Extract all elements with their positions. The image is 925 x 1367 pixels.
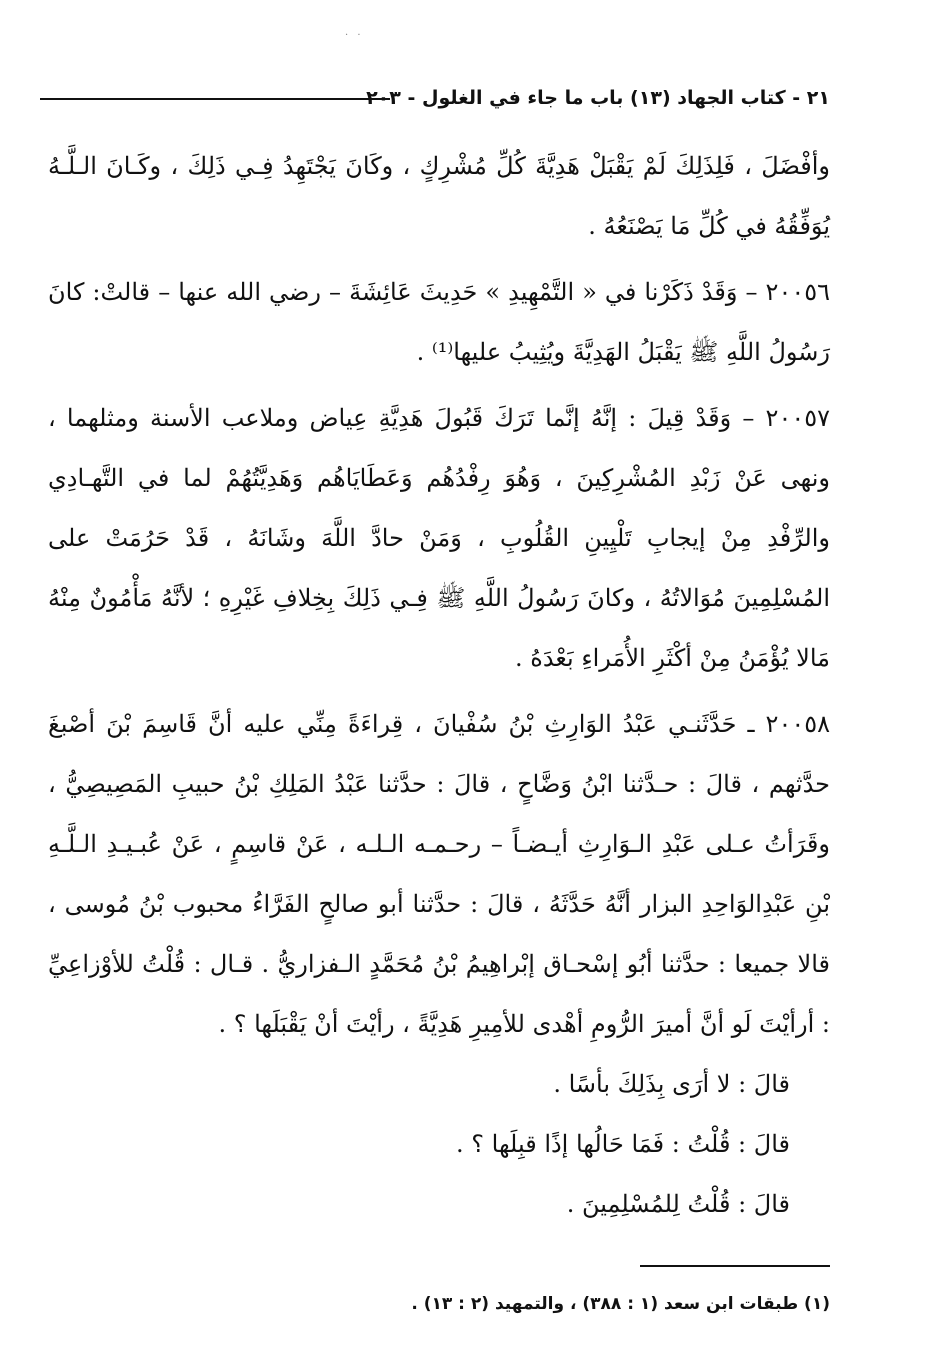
main-text — [48, 136, 830, 1234]
paragraph-20058: ٢٠٠٥٨ ـ حَدَّثَنـي عَبْدُ الوَارِثِ بْنُ سُفْيانَ ، قِراءَةً مِنِّي عليه أنَّ قَاسِمَ بْنَ أصْبغَ حدَّثهم ، قالَ : حـدَّثنا ابْنُ وَضَّاحٍ ، قالَ : حدَّثنا عَبْدُ المَلِكِ بْنُ حبيبِ المَصِيصِيُّ ، وقَرَأتُ عـلى عَبْدِ الـوَارِثِ أيـضـاً – رحـمـه الـلـه ، عَنْ قاسِمٍ ، عَنْ عُبـيـدِ الـلَّـهِ بْنِ عَبْدِالوَاحِدِ البزار أنَّهُ حَدَّثَهُ ، قالَ : حدَّثنا أبو صالحٍ الفَرَّاءُ محبوب بْنُ مُوسى ، قالا جميعا : حدَّثنا أبُو إسْحـاق إبْراهِيمُ بْنُ مُحَمَّدٍ الـفزاريُّ . قـال : قُلْتُ للأوْزاعِيِّ : أرأيْتَ لَو أنَّ أميرَ الرُّومِ أهْدى للأمِيرِ هَدِيَّةً ، رأيْتَ أنْ يَقْبَلَها ؟ . — [48, 710, 830, 1038]
running-header — [40, 80, 830, 116]
dialogue-line: قالَ : قُلْتُ لِلمُسْلِمِينَ . — [566, 1190, 790, 1218]
footnote-rule — [640, 1265, 830, 1267]
paragraph-continuation: وأفْضَلَ ، فَلِذَلِكَ لَمْ يَقْبَلْ هَدِيَّةَ كُلِّ مُشْرِكٍ ، وكَانَ يَجْتَهِدُ فِـي ذَلِكَ ، وكَـانَ الـلَّـهُ يُوَفِّقُهُ في كُلِّ مَا يَصْنَعُهُ . — [48, 152, 830, 240]
header-rule — [40, 98, 390, 100]
scan-speck: · · — [345, 30, 364, 41]
dialogue-line: قالَ : لا أرَى بِذَلِكَ بأسًا . — [553, 1070, 790, 1098]
header-title: ٢١ - كتاب الجهاد (١٣) باب ما جاء في الغلول - ٢٠٣ — [366, 87, 830, 109]
dialogue-line: قالَ : قُلْتُ : فَمَا حَالُها إذًا قبِلَها ؟ . — [456, 1130, 790, 1158]
footnote: (١) طبقات ابن سعد (١ : ٣٨٨) ، والتمهيد (٢ : ١٣) . — [411, 1294, 830, 1314]
paragraph-20057: ٢٠٠٥٧ – وَقَدْ قِيلَ : إنَّهُ إنَّما تَرَكَ قَبُولَ هَدِيَّةِ عِياض وملاعب الأسنة ومثلهما ، ونهى عَنْ زَبْدِ المُشْرِكِينَ ، وَهُوَ رِفْدُهُم وَعَطَايَاهُم وَهَدِيَّتُهُمْ لما في التَّهـادِي والرِّفْدِ مِنْ إيجابِ تَلْيِينِ القُلُوبِ ، وَمَنْ حادَّ اللَّهَ وشَانَهُ ، قَدْ حَرُمَتْ على المُسْلِمِينَ مُوَالاتُهُ ، وكانَ رَسُولُ اللَّهِ ﷺ فِـي ذَلِكَ بِخِلافِ غَيْرِهِ ؛ لأنَّهُ مَأْمُونٌ مِنْهُ مَالا يُؤْمَنُ مِنْ أكْثَرِ الأُمَراءِ بَعْدَهُ . — [48, 404, 830, 672]
paragraph-20056: ٢٠٠٥٦ – وَقَدْ ذَكَرْنا في « التَّمْهِيدِ » حَدِيثَ عَائِشَةَ – رضي الله عنها – قالتْ: كانَ رَسُولُ اللَّهِ ﷺ يَقْبَلُ الهَدِيَّةَ ويُثِيبُ عليها⁽¹⁾ . — [48, 278, 830, 366]
